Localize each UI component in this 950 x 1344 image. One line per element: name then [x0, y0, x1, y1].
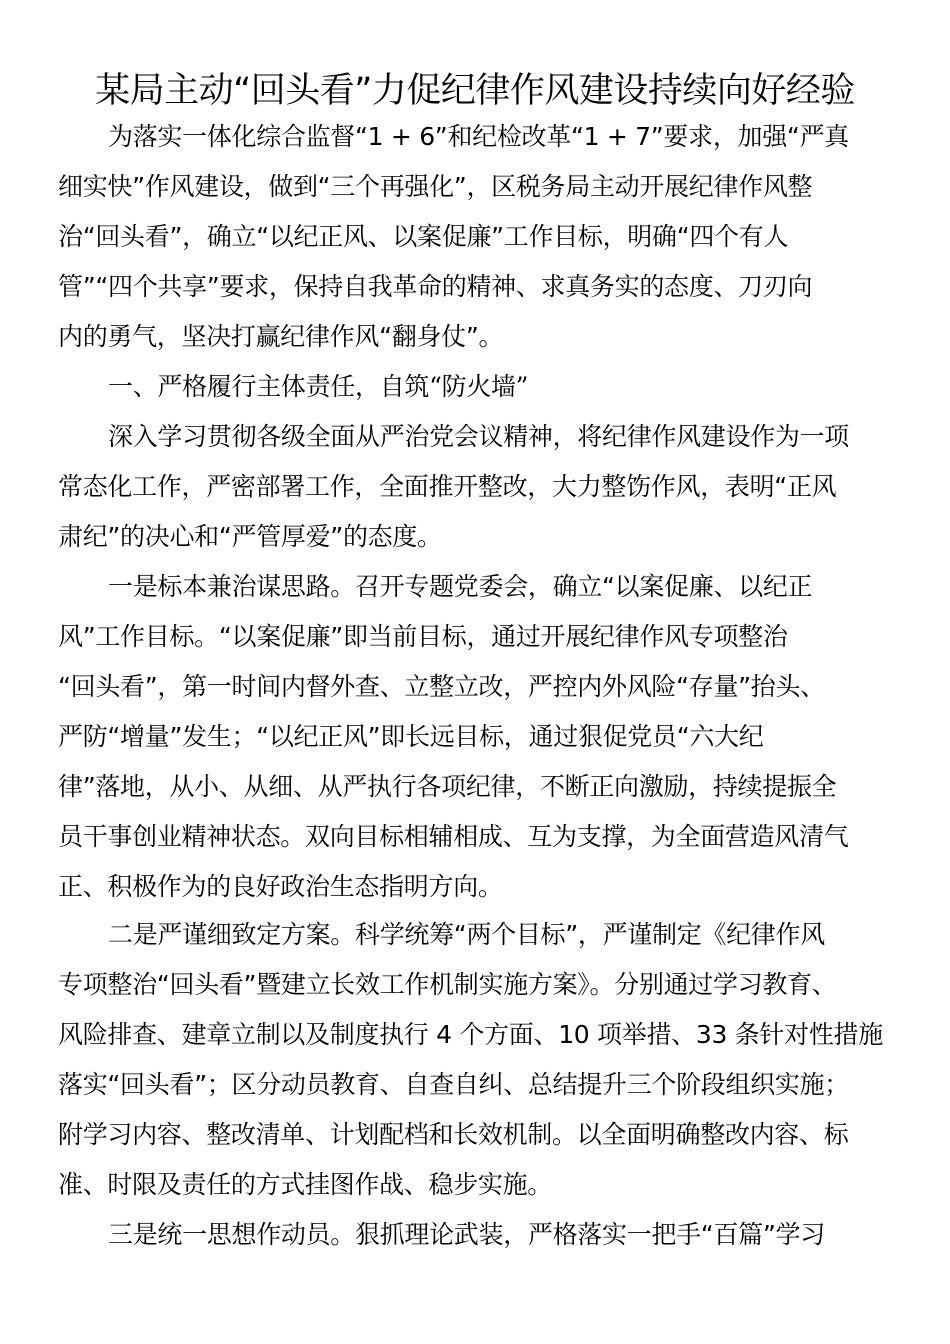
paragraph-3-line-3: “回头看”，第一时间内督外查、立整立改，严控内外风险“存量”抬头、	[58, 672, 825, 701]
section-heading-1: 一、严格履行主体责任，自筑“防火墙”	[108, 372, 529, 401]
paragraph-1-line-5: 内的勇气，坚决打赢纪律作风“翻身仗”。	[58, 322, 504, 351]
paragraph-4-line-6: 准、时限及责任的方式挂图作战、稳步实施。	[58, 1170, 553, 1199]
paragraph-2-line-3: 肃纪”的决心和“严管厚爱”的态度。	[58, 522, 442, 551]
paragraph-3-line-2: 风”工作目标。“以案促廉”即当前目标，通过开展纪律作风专项整治	[58, 622, 788, 651]
paragraph-5-line-1: 三是统一思想作动员。狠抓理论武装，严格落实一把手“百篇”学习	[108, 1220, 825, 1249]
document-title: 某局主动“回头看”力促纪律作风建设持续向好经验	[95, 71, 855, 111]
paragraph-1-line-2: 细实快”作风建设，做到“三个再强化”，区税务局主动开展纪律作风整	[58, 172, 813, 201]
paragraph-4-line-4: 落实“回头看”；区分动员教育、自查自纠、总结提升三个阶段组织实施；	[58, 1070, 850, 1099]
paragraph-2-line-2: 常态化工作，严密部署工作，全面推开整改，大力整饬作风，表明“正风	[58, 472, 837, 501]
paragraph-3-line-1: 一是标本兼治谋思路。召开专题党委会，确立“以案促廉、以纪正	[108, 572, 813, 601]
paragraph-3-line-5: 律”落地，从小、从细、从严执行各项纪律，不断正向激励，持续提振全	[58, 772, 837, 801]
paragraph-3-line-6: 员干事创业精神状态。双向目标相辅相成、互为支撑，为全面营造风清气	[58, 822, 849, 851]
paragraph-4-line-5: 附学习内容、整改清单、计划配档和长效机制。以全面明确整改内容、标	[58, 1120, 849, 1149]
paragraph-4-line-2: 专项整治“回头看”暨建立长效工作机制实施方案》。分别通过学习教育、	[58, 970, 837, 999]
paragraph-1-line-4: 管”“四个共享”要求，保持自我革命的精神、求真务实的态度、刀刃向	[58, 272, 813, 301]
paragraph-1-line-3: 治“回头看”，确立“以纪正风、以案促廉”工作目标，明确“四个有人	[58, 222, 789, 251]
paragraph-4-line-3: 风险排查、建章立制以及制度执行 4 个方面、10 项举措、33 条针对性措施	[58, 1020, 883, 1049]
paragraph-3-line-7: 正、积极作为的良好政治生态指明方向。	[58, 872, 503, 901]
paragraph-1-line-1: 为落实一体化综合监督“1 + 6”和纪检改革“1 + 7”要求，加强“严真	[108, 122, 849, 151]
paragraph-2-line-1: 深入学习贯彻各级全面从严治党会议精神，将纪律作风建设作为一项	[108, 422, 850, 451]
paragraph-4-line-1: 二是严谨细致定方案。科学统筹“两个目标”，严谨制定《纪律作风	[108, 920, 825, 949]
paragraph-3-line-4: 严防“增量”发生；“以纪正风”即长远目标，通过狠促党员“六大纪	[58, 722, 764, 751]
